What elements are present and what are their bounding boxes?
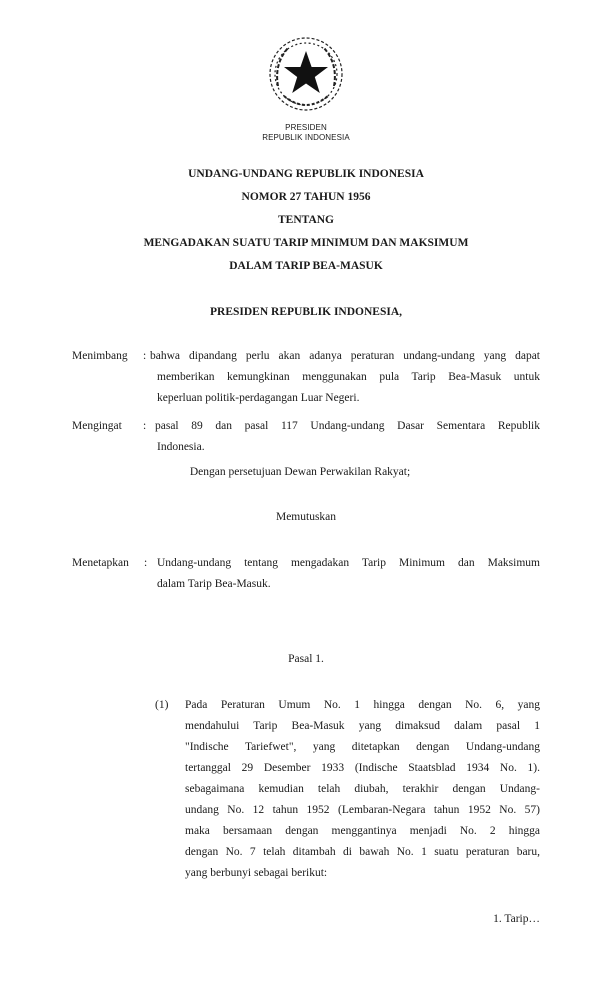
emblem-caption-presiden: PRESIDEN	[285, 123, 327, 132]
persetujuan-text: Dengan persetujuan Dewan Perwakilan Rakyat;	[189, 466, 411, 478]
menimbang-line: keperluan politik-perdagangan Luar Negeri.	[157, 392, 360, 404]
law-subject-line2: DALAM TARIP BEA-MASUK	[229, 260, 383, 272]
presidential-emblem-icon	[266, 34, 346, 114]
pasal-1-item-number: (1)	[155, 699, 169, 711]
president-heading: PRESIDEN REPUBLIK INDONESIA,	[209, 306, 403, 318]
pasal-1-line: Pada Peraturan Umum No. 1 hingga dengan No. 6, yang	[185, 699, 540, 711]
pasal-1-line: mendahului Tarip Bea-Masuk yang dimaksud dalam pasal 1	[185, 720, 540, 732]
pasal-1-line: dengan No. 7 telah ditambah di bawah No. 1 suatu peraturan baru,	[185, 846, 540, 858]
pasal-1-line: undang No. 12 tahun 1952 (Lembaran-Negara tahun 1952 No. 57)	[185, 804, 540, 816]
mengingat-label: Mengingat	[72, 420, 122, 432]
menimbang-text	[150, 346, 540, 367]
menimbang-colon: :	[143, 350, 147, 362]
mengingat-text	[155, 416, 540, 437]
pasal-1-line: maka bersamaan dengan menggantinya menjadi No. 2 hingga	[185, 825, 540, 837]
law-title-line1: UNDANG-UNDANG REPUBLIK INDONESIA	[188, 168, 424, 180]
mengingat-text-cont	[157, 437, 540, 458]
pasal-1-line: yang berbunyi sebagai berikut:	[185, 867, 328, 879]
mengingat-colon: :	[143, 420, 147, 432]
pasal-1-heading: Pasal 1.	[288, 653, 324, 665]
law-number: NOMOR 27 TAHUN 1956	[241, 191, 371, 203]
menetapkan-text	[157, 553, 540, 595]
pasal-1-line: tertanggal 29 Desember 1933 (Indische Staatsblad 1934 No. 1).	[185, 762, 540, 774]
menimbang-line: bahwa dipandang perlu akan adanya peraturan undang-undang yang dapat	[150, 350, 540, 362]
menimbang-line: memberikan kemungkinan menggunakan pula Tarip Bea-Masuk untuk	[157, 371, 540, 383]
menetapkan-line: Undang-undang tentang mengadakan Tarip Minimum dan Maksimum	[157, 557, 540, 569]
law-tentang: TENTANG	[277, 214, 335, 226]
mengingat-line: pasal 89 dan pasal 117 Undang-undang Dasar Sementara Republik	[155, 420, 540, 432]
memutuskan-text: Memutuskan	[275, 511, 337, 523]
menetapkan-colon: :	[144, 557, 148, 569]
menetapkan-line: dalam Tarip Bea-Masuk.	[157, 578, 271, 590]
menimbang-label: Menimbang	[72, 350, 128, 362]
menimbang-text-cont	[157, 367, 540, 409]
mengingat-line: Indonesia.	[157, 441, 205, 453]
menetapkan-label: Menetapkan	[72, 557, 129, 569]
pasal-1-line: sebagaimana kemudian telah diubah, terakhir dengan Undang-	[185, 783, 540, 795]
pasal-1-line: "Indische Tariefwet", yang ditetapkan dengan Undang-undang	[185, 741, 540, 753]
law-subject-line1: MENGADAKAN SUATU TARIP MINIMUM DAN MAKSIMUM	[143, 237, 469, 249]
continuation-marker: 1. Tarip…	[493, 913, 540, 925]
pasal-1-item-text	[185, 695, 540, 884]
emblem-caption-republik: REPUBLIK INDONESIA	[262, 133, 350, 142]
